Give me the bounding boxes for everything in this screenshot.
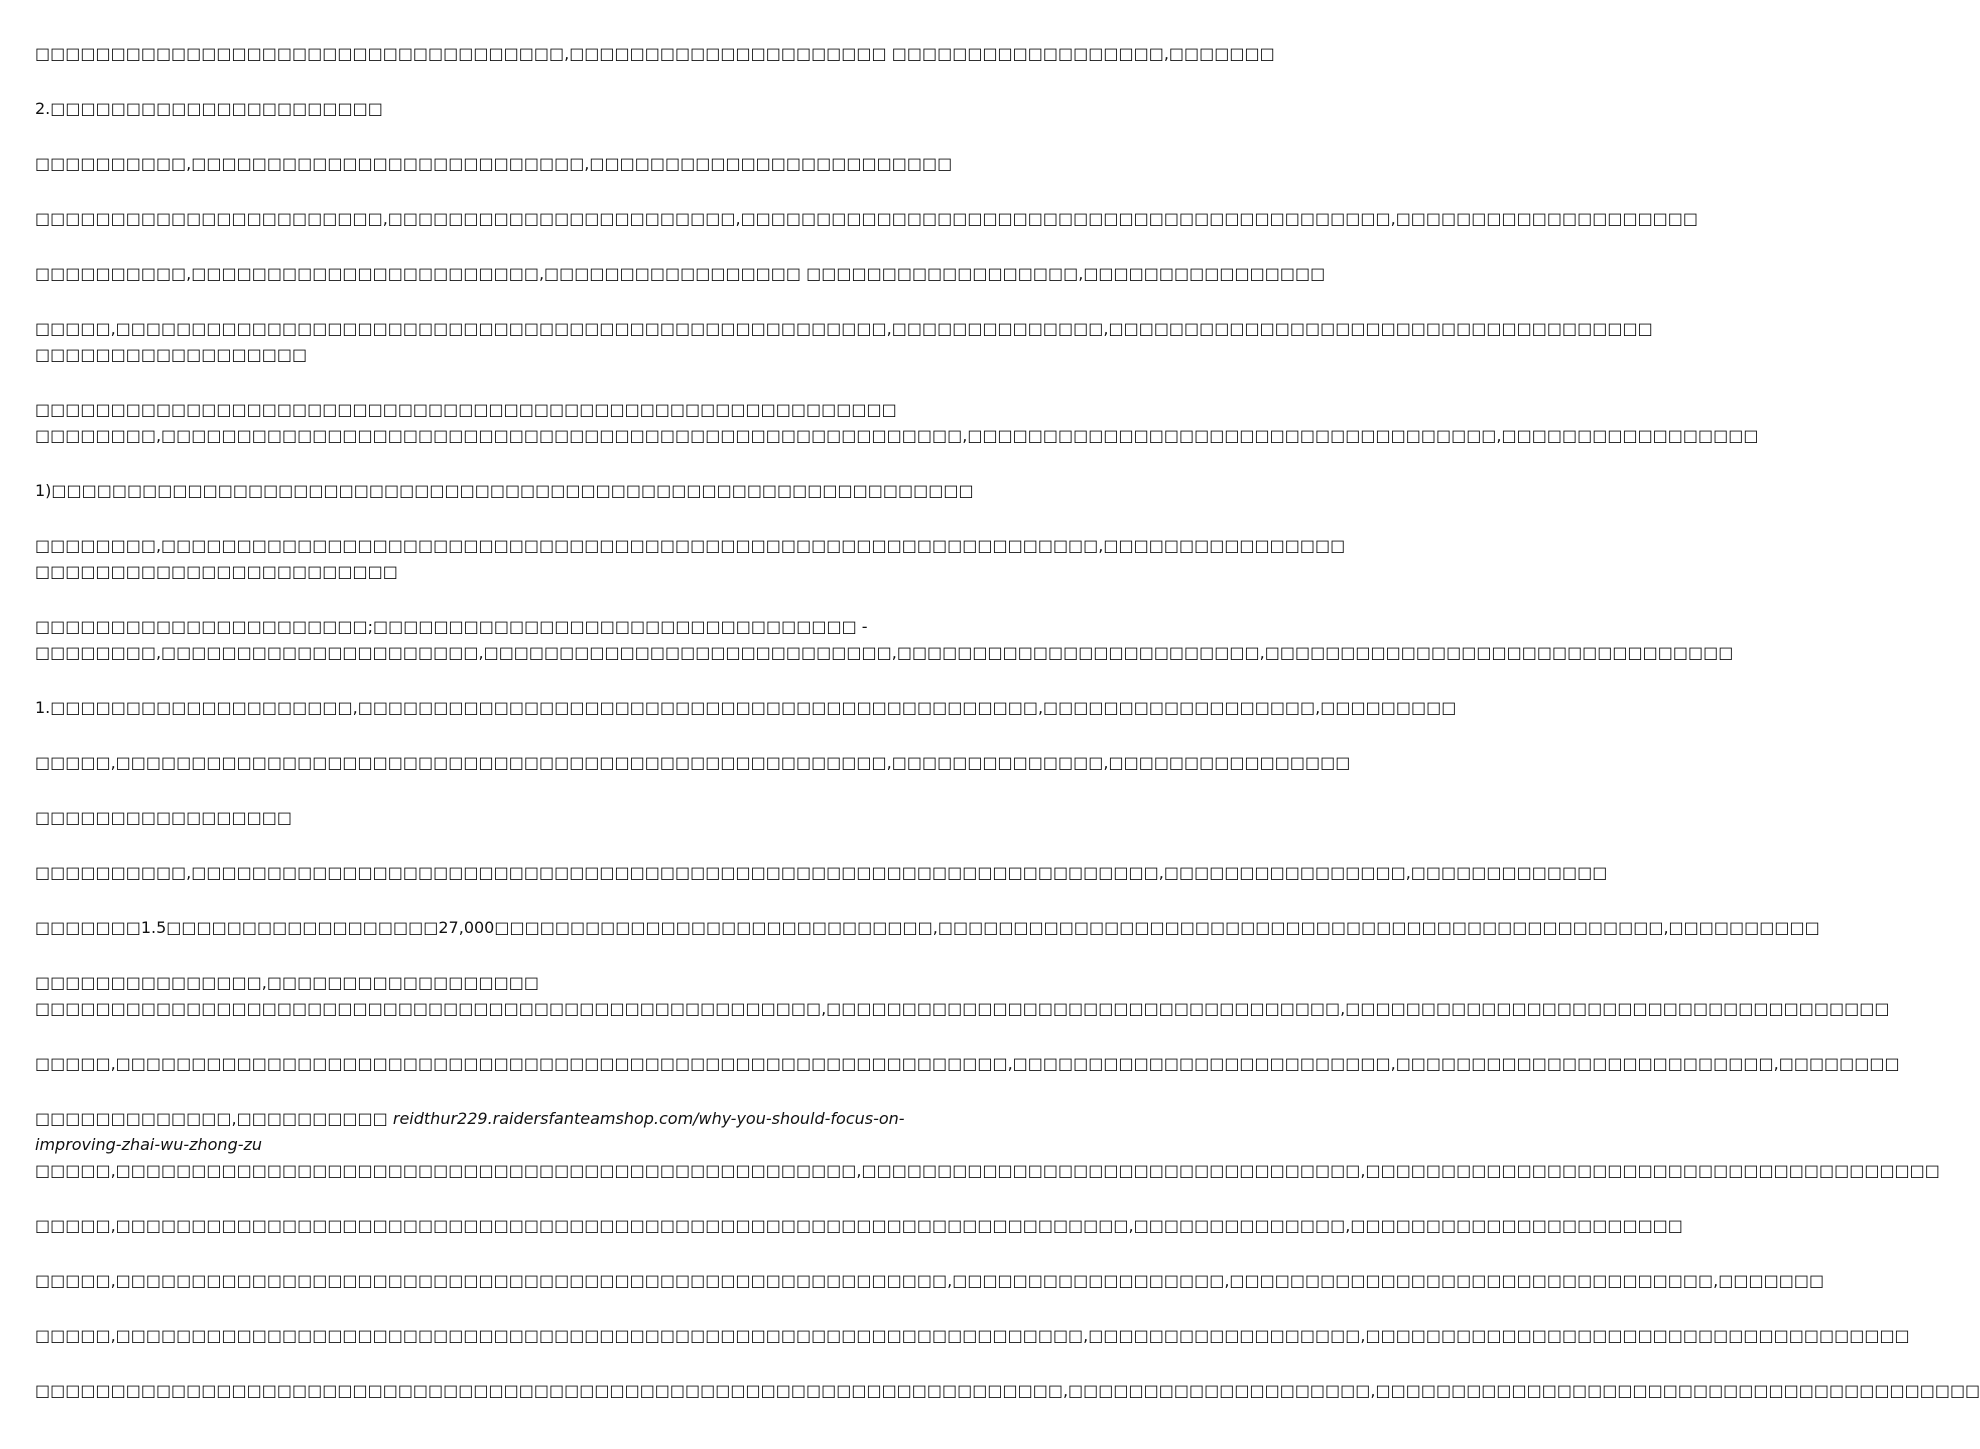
paragraph bbox=[35, 750, 1351, 776]
text-line: □□□□□,□□□□□□□□□□□□□□□□□□□□□□□□□□□□□□□□□□□□□□□□□□□□□□□□□□□□□□□□□□□□□□□□,□□□□□□□□□□□□□□□□□□,□□□□□□□□□□□□□□□□□□□□□□□□□□□□□□□□□□□□ bbox=[35, 1326, 1910, 1345]
text-line: □□□□□,□□□□□□□□□□□□□□□□□□□□□□□□□□□□□□□□□□□□□□□□□□□□□□□□□,□□□□□□□□□□□□□□□□□□□□□□□□□□□□□□□□□,□□□□□□□□□□□□□□□□□□□□□□□□□□□□□□□□□□□□□□ bbox=[35, 1161, 1940, 1180]
section-heading bbox=[35, 805, 989, 831]
paragraph bbox=[35, 397, 989, 423]
paragraph bbox=[35, 423, 1759, 449]
text-line: □□□□□□□□□□□□□□□□□□□□□□□□□□□□□□□□□□□□□□□□□□□□□□□□□□□□□□□□□ bbox=[35, 400, 897, 419]
paragraph bbox=[35, 1268, 1825, 1294]
text-line: □□□□□□□□□□□□□□□□□□□□□□□□□□□□□□□□□□□□□□□□□□□□□□□□□□□□,□□□□□□□□□□□□□□□□□□□□□□□□□□□□□□□□□□,□□□□□□□□□□□□□□□□□□□□□□□□□□□□□□□□□□□□ bbox=[35, 999, 1890, 1018]
paragraph bbox=[35, 261, 1326, 287]
paragraph bbox=[35, 996, 1890, 1022]
text-line: □□□□□□□□,□□□□□□□□□□□□□□□□□□□□□□□□□□□□□□□□□□□□□□□□□□□□□□□□□□□□□□□□□□□□□□,□□□□□□□□□□□□□□□□ bbox=[35, 536, 1346, 555]
paragraph bbox=[35, 316, 1653, 368]
paragraph bbox=[35, 1051, 1900, 1077]
text-line: □□□□□,□□□□□□□□□□□□□□□□□□□□□□□□□□□□□□□□□□□□□□□□□□□□□□□□□□□,□□□□□□□□□□□□□□,□□□□□□□□□□□□□□□□□□□□□□□□□□□□□□□□□□□□ bbox=[35, 319, 1653, 338]
text-line: 2.□□□□□□□□□□□□□□□□□□□□□□ bbox=[35, 99, 383, 118]
paragraph bbox=[35, 860, 1608, 886]
paragraph bbox=[35, 614, 989, 640]
text-line: □□□□□□□□□□□□□,□□□□□□□□□□ bbox=[35, 1109, 388, 1128]
text-line: □□□□□□□□□□,□□□□□□□□□□□□□□□□□□□□□□□,□□□□□□□□□□□□□□□□□ □□□□□□□□□□□□□□□□□□,□□□□□□□□□□□□□□□□ bbox=[35, 264, 1326, 283]
text-line: □□□□□□□□□□□□□□□□□□ bbox=[35, 345, 308, 364]
paragraph bbox=[35, 206, 1699, 232]
paragraph bbox=[35, 1378, 1980, 1404]
text-line: □□□□□□□□,□□□□□□□□□□□□□□□□□□□□□□□□□□□□□□□□□□□□□□□□□□□□□□□□□□□□□,□□□□□□□□□□□□□□□□□□□□□□□□□□□□□□□□□□□,□□□□□□□□□□□□□□□□□ bbox=[35, 426, 1759, 445]
paragraph bbox=[35, 533, 1346, 585]
paragraph bbox=[35, 1158, 1940, 1184]
article-link[interactable]: reidthur229.raidersfanteamshop.com/why-you-should-focus-on-improving-zhai-wu-zhong-zu bbox=[35, 1109, 905, 1154]
paragraph bbox=[35, 1213, 1683, 1239]
text-line: □□□□□□□□□□□□□□□□□□□□□□□□ bbox=[35, 562, 398, 581]
paragraph-with-link bbox=[35, 1106, 989, 1158]
paragraph bbox=[35, 915, 1820, 941]
text-line: □□□□□,□□□□□□□□□□□□□□□□□□□□□□□□□□□□□□□□□□□□□□□□□□□□□□□□□□□□□□□□□□□□□□□□□□□,□□□□□□□□□□□□□□,□□□□□□□□□□□□□□□□□□□□□□ bbox=[35, 1216, 1683, 1235]
paragraph bbox=[35, 1323, 1910, 1349]
text-line: □□□□□□□□□□,□□□□□□□□□□□□□□□□□□□□□□□□□□,□□□□□□□□□□□□□□□□□□□□□□□□ bbox=[35, 154, 953, 173]
text-line: □□□□□□□□□□□□□□□□□□□□□□□□□□□□□□□□□□□,□□□□□□□□□□□□□□□□□□□□□ □□□□□□□□□□□□□□□□□□,□□□□□□□ bbox=[35, 44, 1275, 63]
list-item bbox=[35, 695, 1457, 721]
paragraph bbox=[35, 41, 1275, 67]
document-body bbox=[35, 41, 1980, 1433]
text-line: □□□□□□□□□□□□□□□,□□□□□□□□□□□□□□□□□□ bbox=[35, 973, 539, 992]
text-line: □□□□□,□□□□□□□□□□□□□□□□□□□□□□□□□□□□□□□□□□□□□□□□□□□□□□□□□□□□□□□□□□□,□□□□□□□□□□□□□□□□□□□□□□□□□,□□□□□□□□□□□□□□□□□□□□□□□□□,□□□□□□□□ bbox=[35, 1054, 1900, 1073]
section-heading bbox=[35, 96, 989, 122]
text-line: □□□□□□□□□□□□□□□□□□□□□□□□□□□□□□□□□□□□□□□□□□□□□□□□□□□□□□□□□□□□□□□□□□□□,□□□□□□□□□□□□□□□□□□□□,□□□□□□□□□□□□□□□□□□□□□□□□□□□□□□□□□□□□□□□□ bbox=[35, 1381, 1980, 1400]
paragraph bbox=[35, 151, 989, 177]
list-item bbox=[35, 478, 989, 504]
text-line: □□□□□□□□□□□□□□□□□□□□□□;□□□□□□□□□□□□□□□□□□□□□□□□□□□□□□□□ - bbox=[35, 617, 868, 636]
text-line: 1.□□□□□□□□□□□□□□□□□□□□,□□□□□□□□□□□□□□□□□□□□□□□□□□□□□□□□□□□□□□□□□□□□□,□□□□□□□□□□□□□□□□□□,□□□□□□□□□ bbox=[35, 698, 1457, 717]
text-line: □□□□□□□□,□□□□□□□□□□□□□□□□□□□□□,□□□□□□□□□□□□□□□□□□□□□□□□□□□,□□□□□□□□□□□□□□□□□□□□□□□□,□□□□□□□□□□□□□□□□□□□□□□□□□□□□□□□ bbox=[35, 643, 1734, 662]
text-line: □□□□□□□□□□□□□□□□□ bbox=[35, 808, 292, 827]
paragraph bbox=[35, 970, 989, 996]
text-line: □□□□□,□□□□□□□□□□□□□□□□□□□□□□□□□□□□□□□□□□□□□□□□□□□□□□□□□□□□□□□,□□□□□□□□□□□□□□□□□□,□□□□□□□□□□□□□□□□□□□□□□□□□□□□□□□□,□□□□□□□ bbox=[35, 1271, 1825, 1290]
text-line: 1)□□□□□□□□□□□□□□□□□□□□□□□□□□□□□□□□□□□□□□□□□□□□□□□□□□□□□□□□□□□□□ bbox=[35, 481, 974, 500]
text-line: □□□□□□□□□□,□□□□□□□□□□□□□□□□□□□□□□□□□□□□□□□□□□□□□□□□□□□□□□□□□□□□□□□□□□□□□□□□,□□□□□□□□□□□□□□□□,□□□□□□□□□□□□□ bbox=[35, 863, 1608, 882]
paragraph bbox=[35, 640, 1734, 666]
text-line: □□□□□□□□□□□□□□□□□□□□□□□,□□□□□□□□□□□□□□□□□□□□□□□,□□□□□□□□□□□□□□□□□□□□□□□□□□□□□□□□□□□□□□□□□□□,□□□□□□□□□□□□□□□□□□□□ bbox=[35, 209, 1699, 228]
text-line: □□□□□□□1.5□□□□□□□□□□□□□□□□□□27,000□□□□□□□□□□□□□□□□□□□□□□□□□□□□□,□□□□□□□□□□□□□□□□□□□□□□□□□□□□□□□□□□□□□□□□□□□□□□□□,□□□□□□□□□□ bbox=[35, 918, 1820, 937]
text-line: □□□□□,□□□□□□□□□□□□□□□□□□□□□□□□□□□□□□□□□□□□□□□□□□□□□□□□□□□,□□□□□□□□□□□□□□,□□□□□□□□□□□□□□□□ bbox=[35, 753, 1351, 772]
